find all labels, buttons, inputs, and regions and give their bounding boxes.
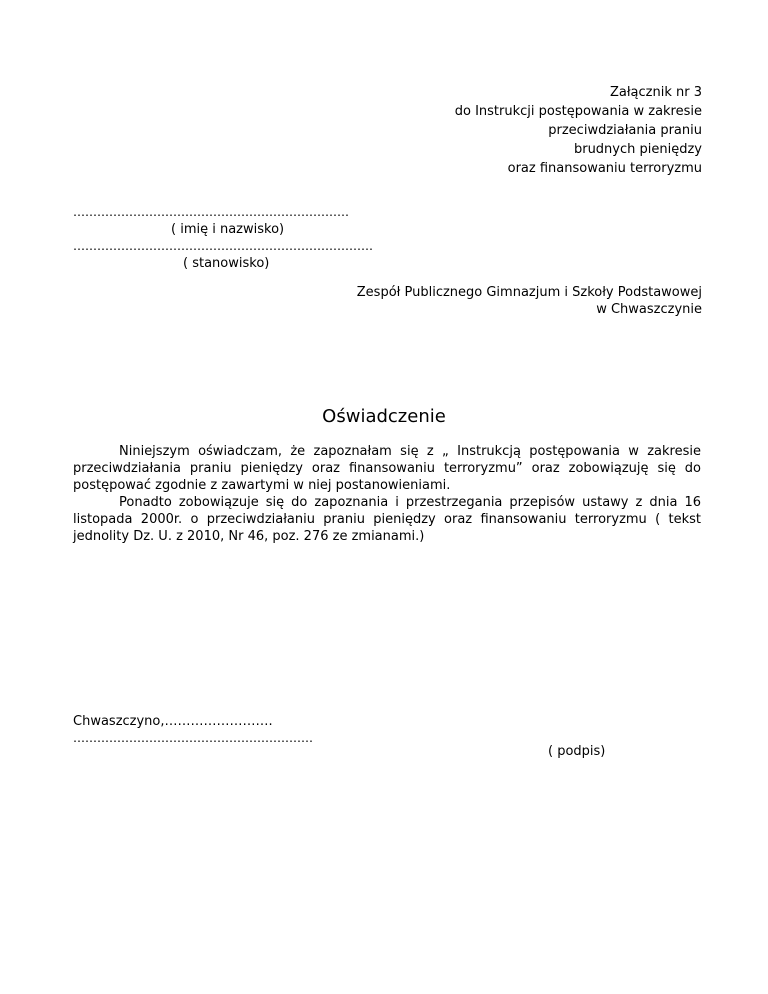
name-field-dots: …………………………………………………………… <box>73 205 349 219</box>
position-field-caption: ( stanowisko) <box>183 256 270 271</box>
addressee <box>357 284 702 318</box>
document-title: Oświadczenie <box>322 406 446 427</box>
place-date-block <box>73 713 313 747</box>
annex-header <box>455 83 702 178</box>
signer-fields <box>73 204 433 272</box>
addressee-line-2: w Chwaszczynie <box>596 302 702 317</box>
annex-line-5: oraz finansowaniu terroryzmu <box>507 161 702 176</box>
declaration-body <box>73 443 701 545</box>
addressee-line-1: Zespół Publicznego Gimnazjum i Szkoły Podstawowej <box>356 285 702 300</box>
annex-line-3: przeciwdziałania praniu <box>548 123 702 138</box>
name-field-caption: ( imię i nazwisko) <box>171 222 285 237</box>
signature-dots: …………………………………………………… <box>73 731 313 745</box>
declaration-paragraph-2: Ponadto zobowiązuje się do zapoznania i przestrzegania przepisów ustawy z dnia 16 listopada 2000r. o przeciwdziałaniu praniu pieniędzy oraz finansowaniu terroryzmu ( tekst jednolity Dz. U. z 2010, Nr 46, poz. 276 ze zmianami.) <box>73 495 701 544</box>
signature-caption: ( podpis) <box>548 744 606 759</box>
annex-number: Załącznik nr 3 <box>609 85 702 100</box>
position-field-dots: ………………………………………………………………… <box>73 239 373 253</box>
declaration-paragraph-1: Niniejszym oświadczam, że zapoznałam się z „ Instrukcją postępowania w zakresie przeciwdziałania praniu pieniędzy oraz finansowaniu terroryzmu” oraz zobowiązuję się do postępować zgodnie z zawartymi w niej postanowieniami. <box>73 444 701 493</box>
annex-line-4: brudnych pieniędzy <box>573 142 702 157</box>
annex-line-2: do Instrukcji postępowania w zakresie <box>454 104 702 119</box>
place-date-field: Chwaszczyno,……………………. <box>73 714 273 729</box>
